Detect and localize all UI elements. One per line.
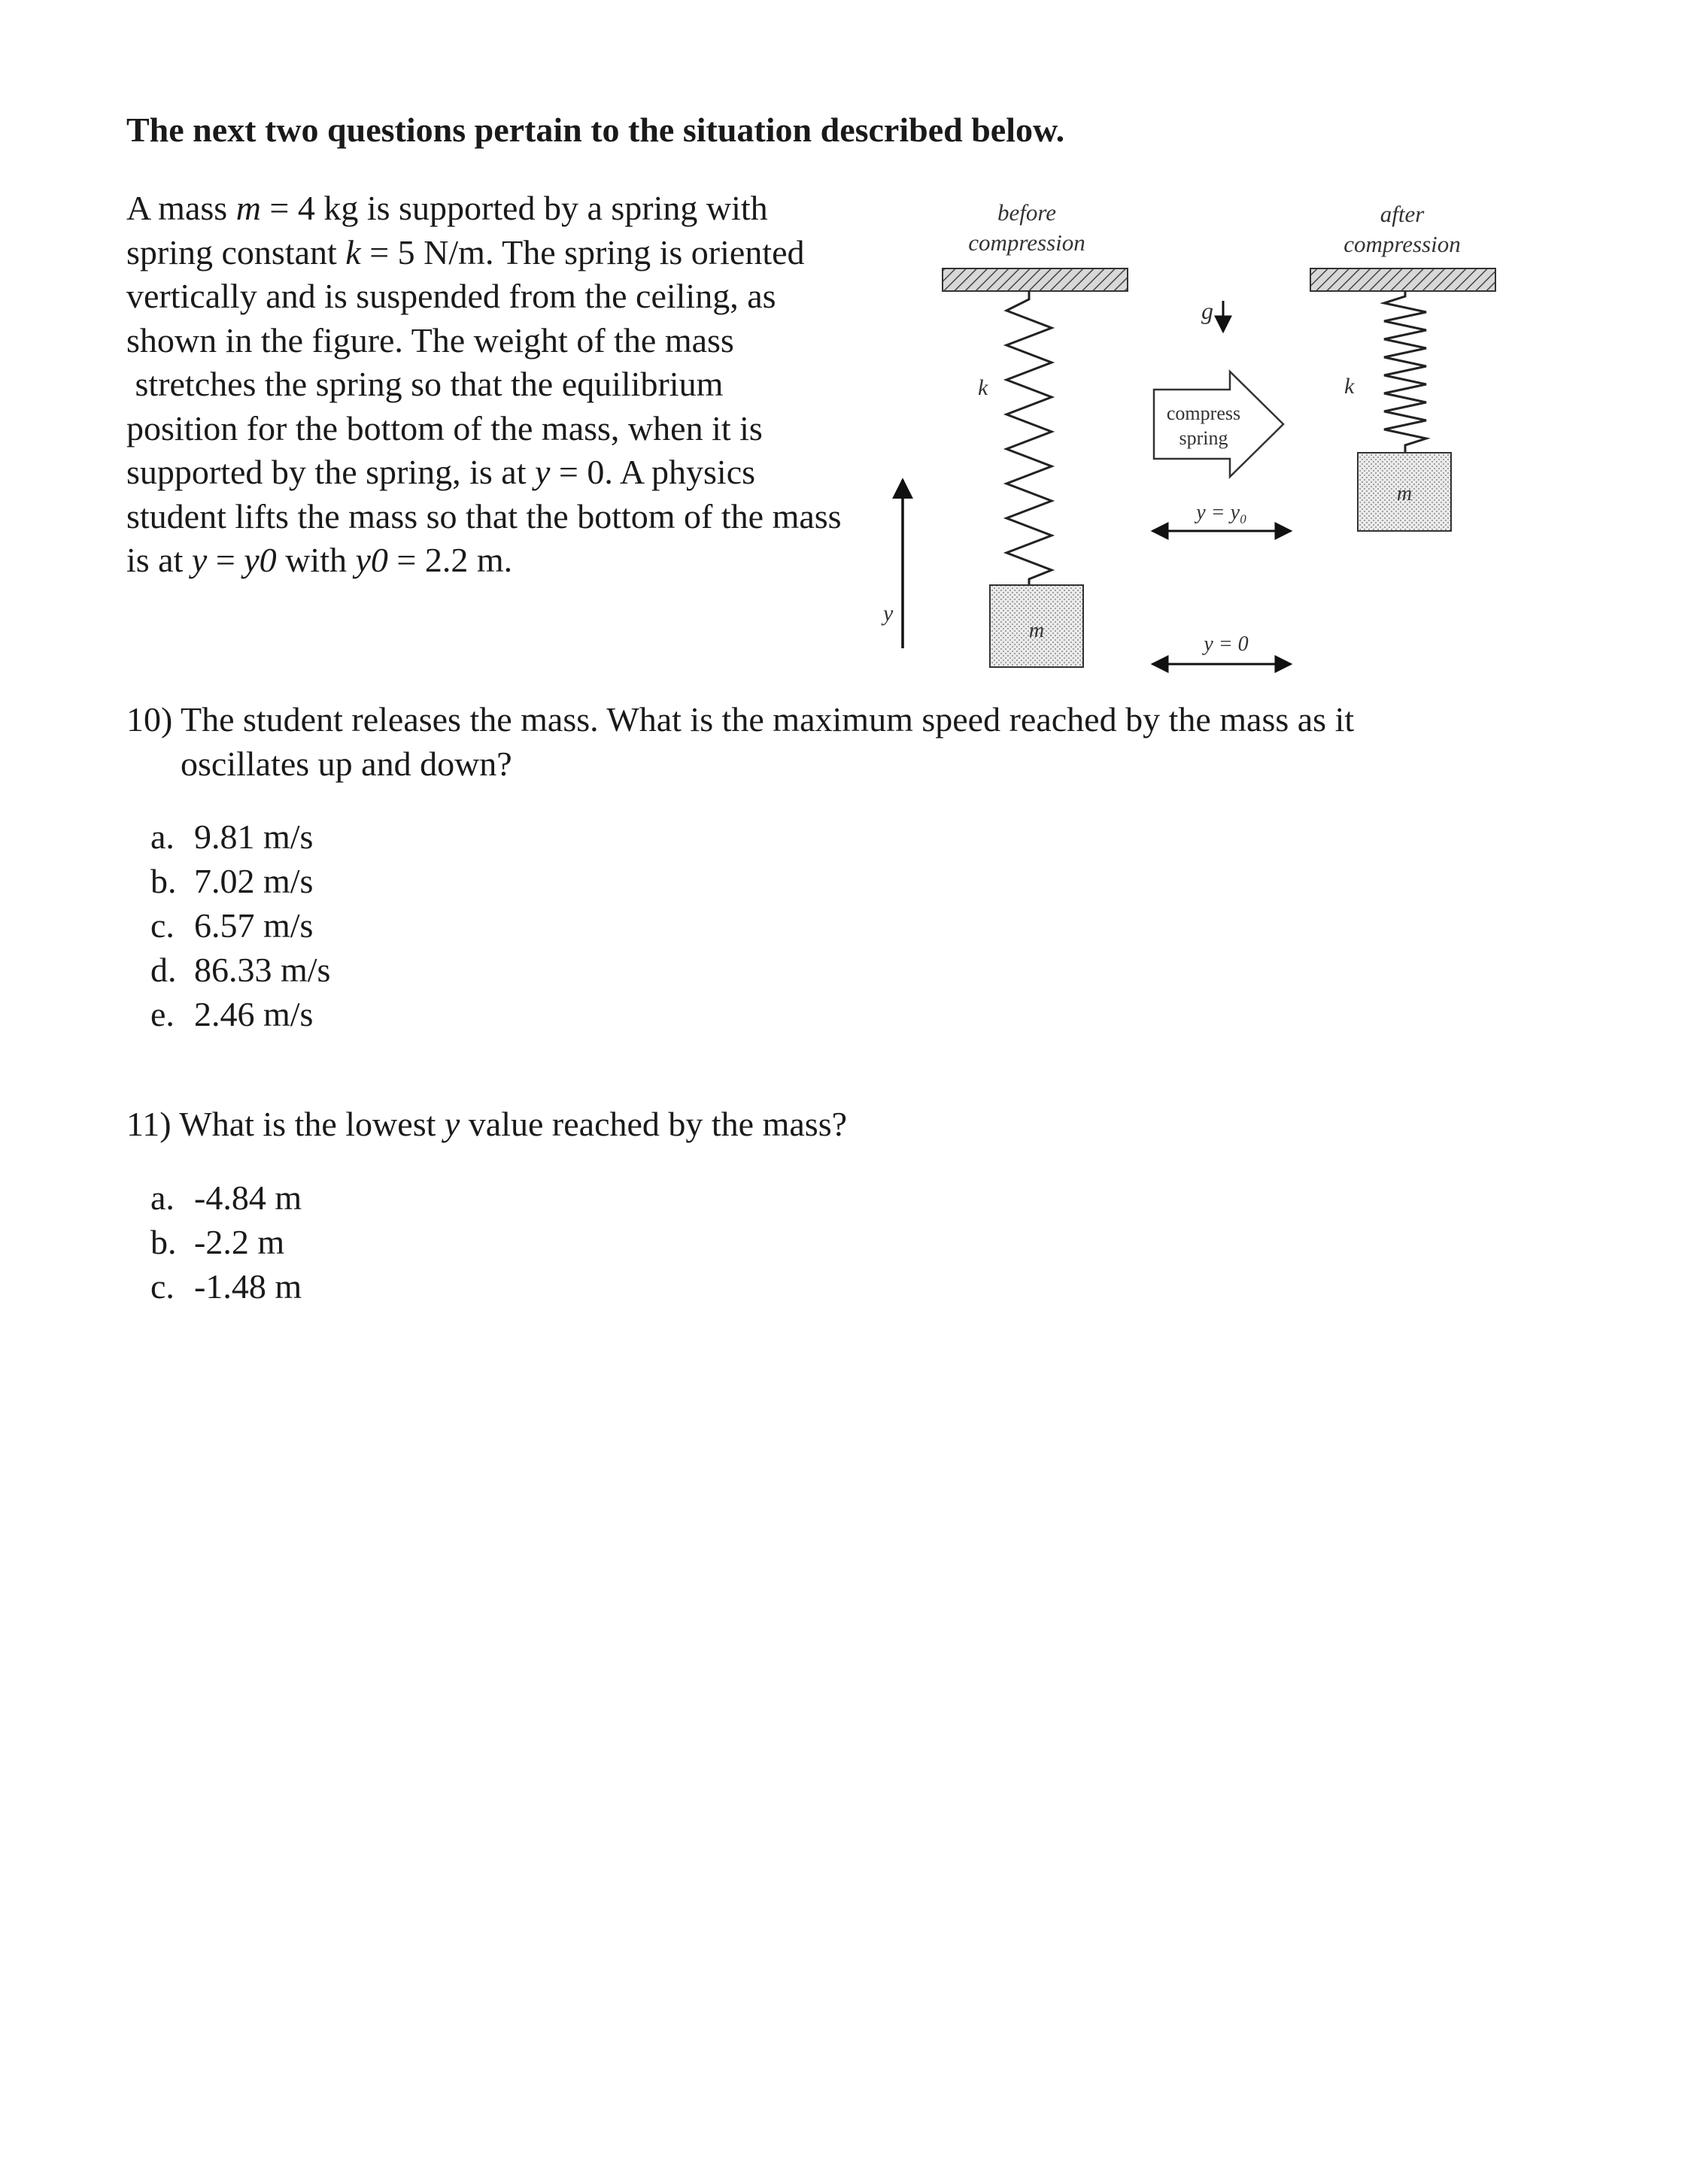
k-right-label: k bbox=[1344, 374, 1355, 399]
after-label: after bbox=[1380, 201, 1425, 227]
mass-right-label: m bbox=[1396, 482, 1413, 505]
option-10a: a. 9.81 m/s bbox=[150, 817, 314, 856]
desc-line-9: is at y = y0 with y0 = 2.2 m. bbox=[126, 541, 513, 579]
y-eq-0-label: y = 0 bbox=[1204, 632, 1249, 656]
option-10b: b. 7.02 m/s bbox=[150, 862, 314, 900]
mass-left-label: m bbox=[1028, 619, 1045, 642]
ceiling-right bbox=[1310, 268, 1495, 291]
question-11-text: 11) What is the lowest y value reached by the mass? bbox=[126, 1105, 848, 1143]
question-10-text: 10) The student releases the mass. What is the maximum speed reached by the mass as it bbox=[126, 700, 1355, 739]
desc-line-8: student lifts the mass so that the bottom of the mass bbox=[126, 496, 842, 535]
question-11-options bbox=[150, 1175, 302, 1309]
option-11a: a. -4.84 m bbox=[150, 1178, 302, 1217]
desc-line-1: A mass m = 4 kg is supported by a spring with bbox=[126, 189, 768, 227]
question-10-options bbox=[150, 814, 330, 1036]
spring-right bbox=[1384, 291, 1426, 453]
arrow-label-2: spring bbox=[1179, 427, 1228, 449]
desc-line-2: spring constant k = 5 N/m. The spring is oriented bbox=[126, 232, 805, 271]
k-left-label: k bbox=[978, 375, 988, 400]
section-heading: The next two questions pertain to the situation described below. bbox=[126, 111, 1065, 149]
question-10-text-cont: oscillates up and down? bbox=[181, 745, 512, 783]
desc-line-5: stretches the spring so that the equilibrium bbox=[126, 365, 724, 403]
ceiling-left bbox=[943, 268, 1128, 291]
spring-diagram bbox=[827, 188, 1550, 677]
after-label-2: compression bbox=[1343, 231, 1461, 257]
problem-description bbox=[126, 187, 864, 583]
y-axis-label: y bbox=[883, 601, 894, 626]
before-label: before bbox=[997, 199, 1057, 226]
desc-line-4: shown in the figure. The weight of the mass bbox=[126, 320, 734, 359]
compress-spring-arrow bbox=[1154, 372, 1283, 477]
desc-line-6: position for the bottom of the mass, when it is bbox=[126, 408, 763, 447]
g-label: g bbox=[1201, 297, 1213, 324]
option-10c: c. 6.57 m/s bbox=[150, 906, 314, 945]
y-eq-y0-label: y = y₀ bbox=[1196, 501, 1247, 524]
arrow-label: compress bbox=[1166, 402, 1241, 424]
spring-left bbox=[1006, 291, 1052, 585]
option-11c: c. -1.48 m bbox=[150, 1267, 302, 1306]
desc-line-7: supported by the spring, is at y = 0. A physics bbox=[126, 453, 756, 491]
desc-line-3: vertically and is suspended from the ceiling, as bbox=[126, 277, 776, 315]
option-10d: d. 86.33 m/s bbox=[150, 951, 331, 989]
option-10e: e. 2.46 m/s bbox=[150, 995, 314, 1033]
option-11b: b. -2.2 m bbox=[150, 1223, 285, 1261]
before-label-2: compression bbox=[968, 229, 1085, 256]
